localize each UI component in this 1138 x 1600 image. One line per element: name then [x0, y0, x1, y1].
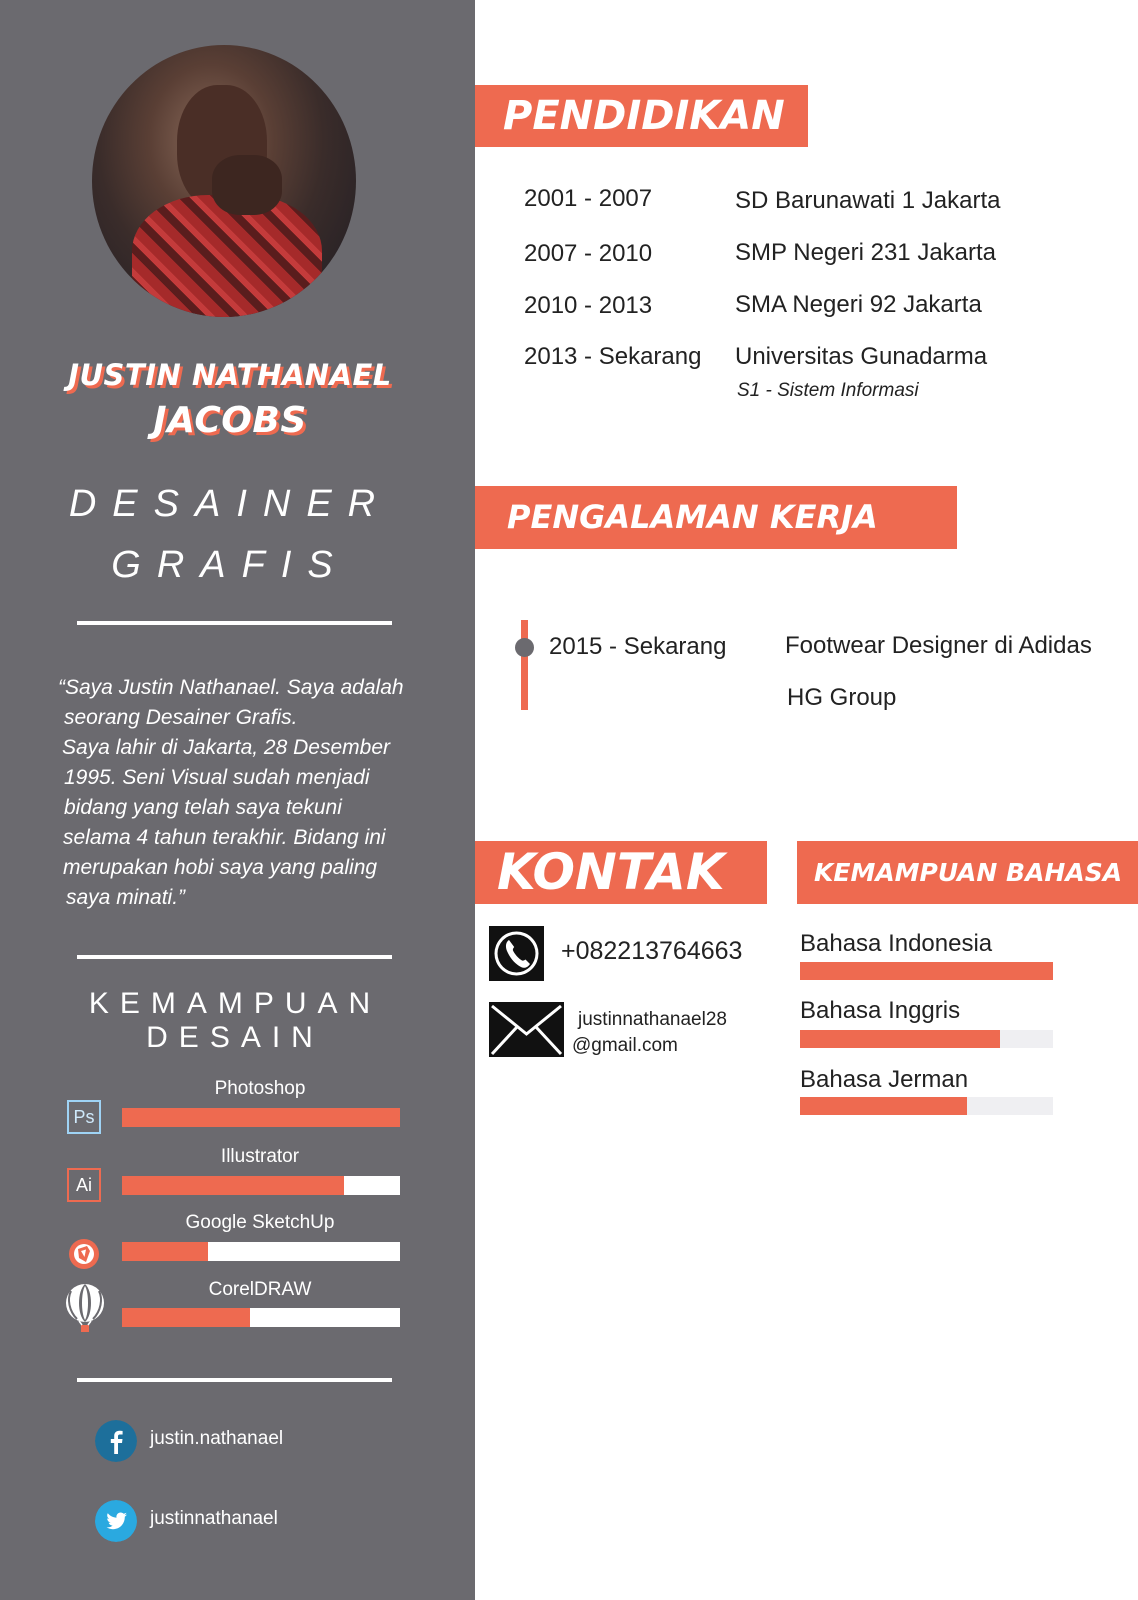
education-years: 2013 - Sekarang	[524, 343, 702, 370]
education-years: 2010 - 2013	[524, 292, 653, 319]
education-years: 2001 - 2007	[524, 185, 653, 212]
education-school: Universitas Gunadarma	[735, 343, 988, 370]
role-line-2: GRAFIS	[111, 544, 349, 586]
skill-label: CorelDRAW	[208, 1279, 312, 1300]
experience-role: Footwear Designer di Adidas	[785, 632, 1092, 659]
skill-label: Google SketchUp	[185, 1212, 335, 1233]
facebook-icon[interactable]	[95, 1420, 137, 1462]
divider	[77, 1378, 392, 1382]
illustrator-icon: Ai	[67, 1168, 101, 1202]
language-bar	[800, 1030, 1053, 1048]
skill-bar	[122, 1242, 400, 1261]
experience-company: HG Group	[787, 684, 897, 711]
skill-bar-fill	[122, 1108, 400, 1127]
language-bar-fill	[800, 962, 1053, 980]
bio-line: selama 4 tahun terakhir. Bidang ini	[63, 826, 386, 849]
twitter-handle[interactable]: justinnathanael	[150, 1508, 278, 1529]
bio-line: merupakan hobi saya yang paling	[63, 856, 378, 879]
skill-label: Photoshop	[214, 1078, 306, 1099]
bio-line: Saya lahir di Jakarta, 28 Desember	[62, 736, 390, 759]
skill-bar	[122, 1176, 400, 1195]
bio-line: 1995. Seni Visual sudah menjadi	[64, 766, 370, 789]
language-label: Bahasa Inggris	[800, 997, 961, 1024]
education-school: SMA Negeri 92 Jakarta	[735, 291, 982, 318]
name-last: JACOBS	[153, 400, 307, 441]
divider	[77, 621, 392, 625]
phone-number[interactable]: +082213764663	[561, 937, 743, 965]
education-school: SMP Negeri 231 Jakarta	[735, 239, 997, 266]
section-title-languages: KEMAMPUAN BAHASA	[797, 841, 1138, 904]
facebook-handle[interactable]: justin.nathanael	[150, 1428, 284, 1449]
language-bar-fill	[800, 1030, 1000, 1048]
skill-bar-fill	[122, 1176, 344, 1195]
language-label: Bahasa Jerman	[800, 1066, 969, 1093]
education-school: SD Barunawati 1 Jakarta	[735, 187, 1001, 214]
timeline-line	[521, 620, 528, 710]
language-bar	[800, 962, 1053, 980]
sidebar	[0, 0, 475, 1600]
skill-label: Illustrator	[220, 1146, 300, 1167]
experience-years: 2015 - Sekarang	[549, 633, 727, 660]
language-bar	[800, 1097, 1053, 1115]
skill-bar-fill	[122, 1242, 208, 1261]
bio-line: “Saya Justin Nathanael. Saya adalah	[58, 676, 404, 699]
bio-line: bidang yang telah saya tekuni	[64, 796, 342, 819]
sketchup-icon	[67, 1237, 101, 1271]
section-title-contact: KONTAK	[475, 841, 767, 904]
bio-quote	[58, 673, 428, 913]
email-line-1[interactable]: justinnathanael28	[578, 1009, 727, 1030]
twitter-icon[interactable]	[95, 1500, 137, 1542]
section-title-experience: PENGALAMAN KERJA	[475, 486, 957, 549]
profile-photo	[92, 45, 356, 317]
phone-icon	[489, 926, 544, 981]
timeline-dot	[515, 638, 534, 657]
section-title-education: PENDIDIKAN	[475, 85, 808, 147]
email-line-2[interactable]: @gmail.com	[572, 1035, 678, 1056]
email-icon	[489, 1002, 564, 1057]
skills-title-1: KEMAMPUAN	[88, 987, 382, 1020]
education-major: S1 - Sistem Informasi	[737, 380, 919, 401]
coreldraw-balloon-icon	[63, 1283, 107, 1339]
skills-title-2: DESAIN	[146, 1021, 324, 1054]
divider	[77, 955, 392, 959]
photoshop-icon: Ps	[67, 1100, 101, 1134]
bio-line: seorang Desainer Grafis.	[64, 706, 298, 729]
skill-bar	[122, 1108, 400, 1127]
education-years: 2007 - 2010	[524, 240, 653, 267]
language-label: Bahasa Indonesia	[800, 930, 993, 957]
language-bar-fill	[800, 1097, 967, 1115]
skill-bar-fill	[122, 1308, 250, 1327]
role-line-1: DESAINER	[68, 483, 392, 525]
name-first: JUSTIN NATHANAEL	[68, 358, 392, 392]
bio-line: saya minati.”	[66, 886, 186, 909]
skill-bar	[122, 1308, 400, 1327]
